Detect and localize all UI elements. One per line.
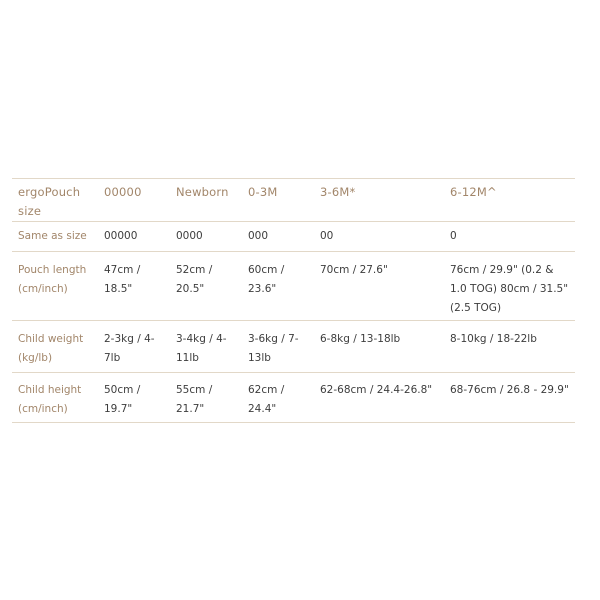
table-cell: 70cm / 27.6"	[314, 252, 444, 321]
header-size-0-3m: 0-3M	[242, 179, 314, 222]
row-label: Child height (cm/inch)	[12, 373, 98, 423]
table-cell: 0000	[170, 222, 242, 252]
table-header-row	[12, 179, 575, 222]
table-cell: 50cm / 19.7"	[98, 373, 170, 423]
table-cell: 00000	[98, 222, 170, 252]
table-cell: 47cm / 18.5"	[98, 252, 170, 321]
table-row-same-as-size	[12, 222, 575, 252]
table-row-pouch-length	[12, 252, 575, 321]
row-label: Pouch length (cm/inch)	[12, 252, 98, 321]
size-chart-table	[12, 178, 575, 423]
table-cell: 55cm / 21.7"	[170, 373, 242, 423]
row-label: Same as size	[12, 222, 98, 252]
header-size-00000: 00000	[98, 179, 170, 222]
table-cell: 0	[444, 222, 575, 252]
table-cell: 62cm / 24.4"	[242, 373, 314, 423]
table-cell: 68-76cm / 26.8 - 29.9"	[444, 373, 575, 423]
header-size-3-6m: 3-6M*	[314, 179, 444, 222]
table-cell: 6-8kg / 13-18lb	[314, 321, 444, 373]
table-cell: 76cm / 29.9" (0.2 & 1.0 TOG) 80cm / 31.5" (2.5 TOG)	[444, 252, 575, 321]
header-size-newborn: Newborn	[170, 179, 242, 222]
table-cell: 3-6kg / 7-13lb	[242, 321, 314, 373]
header-label: ergoPouch size	[12, 179, 98, 222]
table-row-child-weight	[12, 321, 575, 373]
table-cell: 000	[242, 222, 314, 252]
table-cell: 62-68cm / 24.4-26.8"	[314, 373, 444, 423]
table-row-child-height	[12, 373, 575, 423]
table-cell: 8-10kg / 18-22lb	[444, 321, 575, 373]
table-cell: 2-3kg / 4-7lb	[98, 321, 170, 373]
row-label: Child weight (kg/lb)	[12, 321, 98, 373]
table-cell: 52cm / 20.5"	[170, 252, 242, 321]
table-cell: 3-4kg / 4-11lb	[170, 321, 242, 373]
table-cell: 60cm / 23.6"	[242, 252, 314, 321]
table-cell: 00	[314, 222, 444, 252]
header-size-6-12m: 6-12M^	[444, 179, 575, 222]
